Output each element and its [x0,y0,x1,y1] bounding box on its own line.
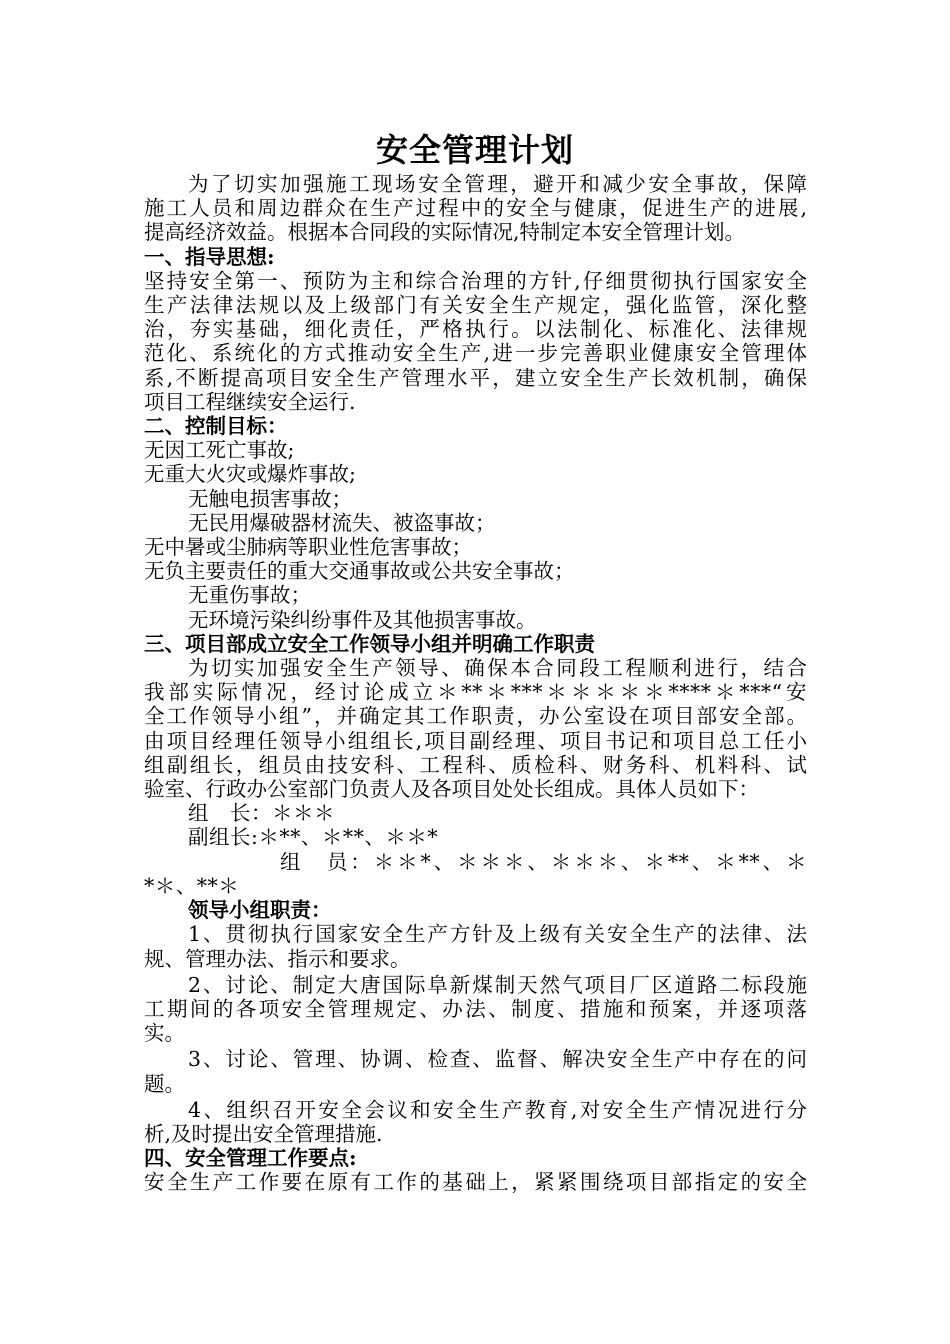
section3-line: 为切实加强安全生产领导、确保本合同段工程顺利进行，结合 [188,656,807,681]
section1-line: 坚持安全第一、预防为主和综合治理的方针,仔细贯彻执行国家安全 [144,268,807,293]
section1-line: 生产法律法规以及上级部门有关安全生产规定，强化监管，深化整 [144,293,807,318]
section1-line: 项目工程继续安全运行. [144,389,356,414]
section1-line: 范化、系统化的方式推动安全生产,进一步完善职业健康安全管理体 [144,341,807,366]
target-item: 无负主要责任的重大交通事故或公共安全事故； [144,559,575,584]
section3-line: 全工作领导小组”，并确定其工作职责，办公室设在项目部安全部。 [144,704,807,729]
duty-item-cont: 析,及时提出安全管理措施. [144,1121,383,1146]
document-body [144,172,807,1195]
duty-item-cont: 实。 [144,1021,185,1046]
section3-line: 组副组长，组员由技安科、工程科、质检科、财务科、机料科、试 [144,752,807,777]
target-item: 无环境污染纠纷事件及其他损害事故。 [188,607,537,632]
duty-item: 1、贯彻执行国家安全生产方针及上级有关安全生产的法律、法 [188,922,807,947]
duty-item-cont: 规、管理办法、指示和要求。 [144,946,411,971]
target-item: 无触电损害事故； [188,486,352,511]
intro-line: 为了切实加强施工现场安全管理，避开和减少安全事故，保障 [188,172,807,196]
section3-line: 验室、行政办公室部门负责人及各项目处处长组成。具体人员如下： [144,777,759,802]
target-item: 无民用爆破器材流失、被盗事故； [188,510,496,535]
intro-line: 提高经济效益。根据本合同段的实际情况,特制定本安全管理计划。 [144,220,746,245]
duty-item: 2、讨论、制定大唐国际阜新煤制天然气项目厂区道路二标段施 [188,972,807,997]
section3-line: 我部实际情况，经讨论成立＊**＊***＊＊＊＊＊****＊***“安 [144,680,807,705]
group-leader: 组 长：＊＊＊ [188,801,335,826]
target-item: 无因工死亡事故; [144,438,295,463]
section3-line: 由项目经理任领导小组组长,项目副经理、项目书记和项目总工任小 [144,728,807,753]
intro-line: 施工人员和周边群众在生产过程中的安全与健康，促进生产的进展, [144,196,807,221]
section-heading-control-targets: 二、控制目标： [144,414,288,439]
section4-line: 安全生产工作要在原有工作的基础上，紧紧围绕项目部指定的安全 [144,1170,807,1195]
group-members-cont: *＊、**＊ [144,873,240,898]
group-members: 组 员：＊＊*、＊＊＊、＊＊＊、＊**、＊**、＊ [280,849,807,874]
duty-item: 3、讨论、管理、协调、检查、监督、解决安全生产中存在的问 [188,1047,807,1072]
section-heading-key-points: 四、安全管理工作要点: [144,1146,357,1171]
group-deputy: 副组长:＊**、＊**、＊＊* [188,825,439,850]
duties-heading: 领导小组职责： [188,898,332,923]
document-title: 安全管理计划 [375,131,574,169]
target-item: 无中暑或尘肺病等职业性危害事故； [144,535,472,560]
section1-line: 治，夯实基础，细化责任，严格执行。以法制化、标准化、法律规 [144,317,807,342]
duty-item: 4、组织召开安全会议和安全生产教育,对安全生产情况进行分 [188,1097,807,1122]
target-item: 无重伤事故； [188,583,311,608]
target-item: 无重大火灾或爆炸事故; [144,462,356,487]
duty-item-cont: 工期间的各项安全管理规定、办法、制度、措施和预案，并逐项落 [144,996,807,1021]
section-heading-guiding-ideology: 一、指导思想: [144,244,275,269]
section1-line: 系,不断提高项目安全生产管理水平，建立安全生产长效机制，确保 [144,365,807,390]
section-heading-safety-group: 三、项目部成立安全工作领导小组并明确工作职责 [144,631,595,656]
duty-item-cont: 题。 [144,1071,185,1096]
